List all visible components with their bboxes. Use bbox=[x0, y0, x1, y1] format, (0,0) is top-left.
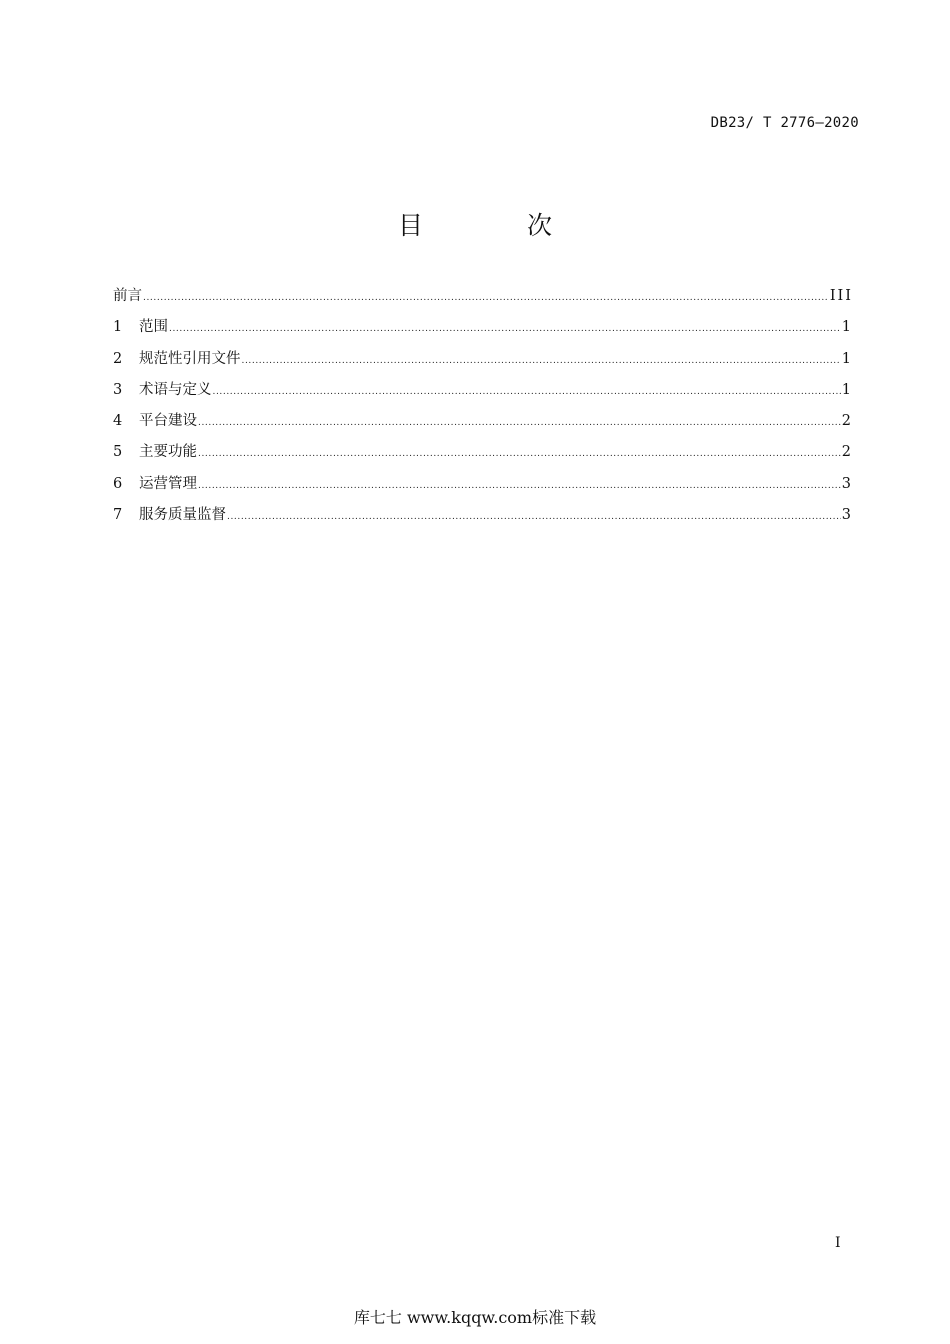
toc-entry-page: 3 bbox=[841, 507, 853, 524]
toc-entry-number: 4 bbox=[113, 413, 123, 430]
toc-entry-2[interactable] bbox=[113, 347, 851, 378]
table-of-contents bbox=[113, 284, 851, 534]
toc-entry-number: 6 bbox=[113, 475, 123, 492]
toc-entry-label: 前言 bbox=[113, 288, 142, 304]
page-number: I bbox=[835, 1235, 841, 1251]
toc-entry-number: 1 bbox=[113, 319, 123, 336]
toc-entry-number: 2 bbox=[113, 350, 123, 367]
toc-leader-dots bbox=[143, 293, 829, 303]
toc-entry-page: III bbox=[829, 288, 853, 304]
toc-leader-dots bbox=[198, 481, 841, 491]
toc-entry-page: 2 bbox=[841, 444, 853, 461]
toc-entry-5[interactable] bbox=[113, 440, 851, 471]
toc-entry-page: 1 bbox=[841, 381, 853, 398]
toc-entry-label: 服务质量监督 bbox=[139, 507, 226, 524]
toc-entry-label: 规范性引用文件 bbox=[139, 350, 241, 367]
toc-entry-3[interactable] bbox=[113, 378, 851, 409]
footer-watermark-text: 库七七 www.kqqw.com标准下载 bbox=[353, 1308, 597, 1327]
toc-leader-dots bbox=[198, 418, 841, 428]
toc-entry-page: 3 bbox=[841, 475, 853, 492]
toc-entry-page: 1 bbox=[841, 350, 853, 367]
toc-entry-label: 术语与定义 bbox=[139, 381, 212, 398]
toc-entry-7[interactable] bbox=[113, 503, 851, 534]
toc-entry-label: 运营管理 bbox=[139, 475, 197, 492]
toc-entry-page: 2 bbox=[841, 413, 853, 430]
toc-entry-number: 3 bbox=[113, 381, 123, 398]
toc-entry-page: 1 bbox=[841, 319, 853, 336]
toc-leader-dots bbox=[227, 512, 841, 522]
document-code: DB23/ T 2776—2020 bbox=[710, 115, 859, 131]
toc-entry-label: 主要功能 bbox=[139, 444, 197, 461]
toc-title: 目 次 bbox=[398, 211, 600, 240]
toc-entry-number: 7 bbox=[113, 507, 123, 524]
toc-leader-dots bbox=[169, 324, 841, 334]
toc-leader-dots bbox=[242, 356, 841, 366]
toc-entry-label: 平台建设 bbox=[139, 413, 197, 430]
toc-entry-6[interactable] bbox=[113, 472, 851, 503]
toc-entry-label: 范围 bbox=[139, 319, 168, 336]
toc-entry-number: 5 bbox=[113, 444, 123, 461]
toc-entry-1[interactable] bbox=[113, 315, 851, 346]
toc-leader-dots bbox=[198, 449, 841, 459]
toc-entry-4[interactable] bbox=[113, 409, 851, 440]
toc-entry-preface[interactable] bbox=[113, 284, 851, 315]
toc-leader-dots bbox=[213, 387, 841, 397]
